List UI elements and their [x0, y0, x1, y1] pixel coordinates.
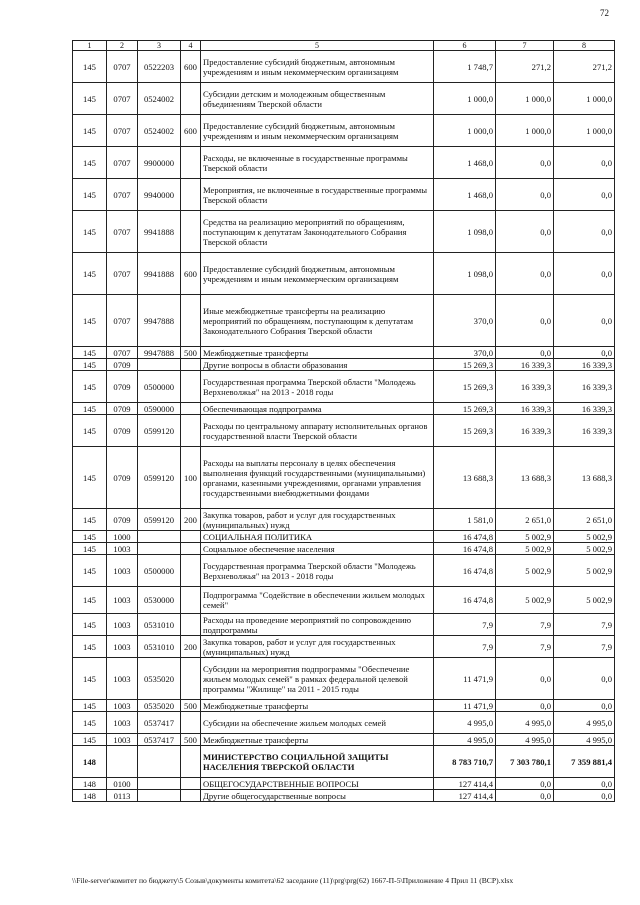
table-row [73, 790, 615, 802]
amount-2014-cell: 15 269,3 [434, 403, 496, 415]
amount-2014-cell: 15 269,3 [434, 371, 496, 403]
table-row [73, 211, 615, 253]
section-code-cell: 0709 [107, 359, 138, 371]
table-row [73, 179, 615, 211]
description-cell: Расходы по центральному аппарату исполнительных органов государственной власти Тверской области [201, 415, 434, 447]
amount-2015-cell: 0,0 [496, 253, 554, 295]
header-cell: 2 [107, 41, 138, 51]
description-cell: Государственная программа Тверской области "Молодежь Верхневолжья" на 2013 - 2018 годы [201, 555, 434, 587]
amount-2016-cell: 0,0 [554, 295, 615, 347]
expense-type-cell [181, 746, 201, 778]
amount-2015-cell: 0,0 [496, 790, 554, 802]
description-cell: Субсидии на мероприятия подпрограммы "Обеспечение жильем молодых семей" в рамках федеральной целевой программы "Жилище" на 2011 - 2015 годы [201, 658, 434, 700]
target-code-cell: 0537417 [138, 734, 181, 746]
description-cell: Обеспечивающая подпрограмма [201, 403, 434, 415]
table-row [73, 700, 615, 712]
admin-code-cell: 145 [73, 447, 107, 509]
amount-2014-cell: 16 474,8 [434, 587, 496, 614]
admin-code-cell: 145 [73, 115, 107, 147]
expense-type-cell [181, 658, 201, 700]
table-row [73, 447, 615, 509]
section-code-cell: 1003 [107, 700, 138, 712]
amount-2015-cell: 0,0 [496, 700, 554, 712]
admin-code-cell: 145 [73, 509, 107, 531]
description-cell: Предоставление субсидий бюджетным, автономным учреждениям и иным некоммерческим организациям [201, 115, 434, 147]
table-row [73, 712, 615, 734]
amount-2016-cell: 5 002,9 [554, 555, 615, 587]
target-code-cell [138, 778, 181, 790]
amount-2016-cell: 4 995,0 [554, 734, 615, 746]
description-cell: Предоставление субсидий бюджетным, автономным учреждениям и иным некоммерческим организациям [201, 51, 434, 83]
amount-2015-cell: 5 002,9 [496, 531, 554, 543]
amount-2014-cell: 16 474,8 [434, 543, 496, 555]
table-row [73, 746, 615, 778]
target-code-cell: 9940000 [138, 179, 181, 211]
target-code-cell [138, 543, 181, 555]
section-code-cell: 1003 [107, 543, 138, 555]
header-cell: 3 [138, 41, 181, 51]
amount-2014-cell: 15 269,3 [434, 415, 496, 447]
section-code-cell: 0707 [107, 211, 138, 253]
amount-2016-cell: 5 002,9 [554, 543, 615, 555]
amount-2014-cell: 7,9 [434, 636, 496, 658]
amount-2015-cell: 5 002,9 [496, 587, 554, 614]
target-code-cell: 0522203 [138, 51, 181, 83]
expense-type-cell [181, 83, 201, 115]
amount-2014-cell: 13 688,3 [434, 447, 496, 509]
expense-type-cell [181, 587, 201, 614]
amount-2016-cell: 0,0 [554, 253, 615, 295]
admin-code-cell: 148 [73, 746, 107, 778]
target-code-cell: 9947888 [138, 295, 181, 347]
amount-2015-cell: 1 000,0 [496, 83, 554, 115]
description-cell: Субсидии детским и молодежным общественным объединениям Тверской области [201, 83, 434, 115]
expense-type-cell [181, 211, 201, 253]
table-row [73, 509, 615, 531]
amount-2016-cell: 0,0 [554, 147, 615, 179]
table-row [73, 295, 615, 347]
admin-code-cell: 145 [73, 179, 107, 211]
description-cell: Межбюджетные трансферты [201, 347, 434, 359]
admin-code-cell: 145 [73, 403, 107, 415]
section-code-cell: 0707 [107, 51, 138, 83]
description-cell: Иные межбюджетные трансферты на реализацию мероприятий по обращениям, поступающим к депутатам Законодательного Собрания Тверской области [201, 295, 434, 347]
description-cell: МИНИСТЕРСТВО СОЦИАЛЬНОЙ ЗАЩИТЫ НАСЕЛЕНИЯ ТВЕРСКОЙ ОБЛАСТИ [201, 746, 434, 778]
expense-type-cell: 600 [181, 115, 201, 147]
amount-2014-cell: 370,0 [434, 347, 496, 359]
description-cell: Другие вопросы в области образования [201, 359, 434, 371]
amount-2014-cell: 1 748,7 [434, 51, 496, 83]
amount-2015-cell: 7,9 [496, 636, 554, 658]
section-code-cell: 0709 [107, 415, 138, 447]
amount-2014-cell: 370,0 [434, 295, 496, 347]
table-row [73, 371, 615, 403]
table-row [73, 734, 615, 746]
section-code-cell: 1003 [107, 614, 138, 636]
admin-code-cell: 145 [73, 211, 107, 253]
expense-type-cell: 500 [181, 734, 201, 746]
table-row [73, 614, 615, 636]
expense-type-cell [181, 555, 201, 587]
target-code-cell: 0590000 [138, 403, 181, 415]
amount-2015-cell: 1 000,0 [496, 115, 554, 147]
section-code-cell: 0707 [107, 347, 138, 359]
amount-2016-cell: 0,0 [554, 211, 615, 253]
amount-2014-cell: 1 098,0 [434, 253, 496, 295]
admin-code-cell: 145 [73, 83, 107, 115]
amount-2015-cell: 0,0 [496, 658, 554, 700]
amount-2015-cell: 7 303 780,1 [496, 746, 554, 778]
admin-code-cell: 145 [73, 415, 107, 447]
amount-2016-cell: 0,0 [554, 658, 615, 700]
target-code-cell: 9941888 [138, 253, 181, 295]
target-code-cell: 0599120 [138, 415, 181, 447]
amount-2016-cell: 4 995,0 [554, 712, 615, 734]
section-code-cell: 0709 [107, 509, 138, 531]
target-code-cell: 0500000 [138, 371, 181, 403]
amount-2015-cell: 16 339,3 [496, 359, 554, 371]
budget-table [72, 40, 615, 802]
amount-2015-cell: 0,0 [496, 211, 554, 253]
amount-2015-cell: 16 339,3 [496, 415, 554, 447]
header-cell: 1 [73, 41, 107, 51]
target-code-cell: 0530000 [138, 587, 181, 614]
table-row [73, 83, 615, 115]
description-cell: Закупка товаров, работ и услуг для государственных (муниципальных) нужд [201, 509, 434, 531]
amount-2014-cell: 15 269,3 [434, 359, 496, 371]
amount-2015-cell: 0,0 [496, 179, 554, 211]
amount-2015-cell: 271,2 [496, 51, 554, 83]
amount-2014-cell: 11 471,9 [434, 658, 496, 700]
amount-2015-cell: 16 339,3 [496, 371, 554, 403]
admin-code-cell: 145 [73, 543, 107, 555]
admin-code-cell: 148 [73, 790, 107, 802]
section-code-cell: 0707 [107, 253, 138, 295]
amount-2014-cell: 4 995,0 [434, 712, 496, 734]
table-row [73, 403, 615, 415]
expense-type-cell [181, 179, 201, 211]
expense-type-cell [181, 359, 201, 371]
expense-type-cell: 200 [181, 509, 201, 531]
amount-2014-cell: 127 414,4 [434, 778, 496, 790]
amount-2016-cell: 0,0 [554, 179, 615, 211]
description-cell: Расходы на проведение мероприятий по сопровождению подпрограммы [201, 614, 434, 636]
target-code-cell: 0537417 [138, 712, 181, 734]
admin-code-cell: 145 [73, 614, 107, 636]
amount-2015-cell: 5 002,9 [496, 543, 554, 555]
target-code-cell: 0531010 [138, 636, 181, 658]
section-code-cell: 0707 [107, 295, 138, 347]
admin-code-cell: 145 [73, 295, 107, 347]
section-code-cell: 1003 [107, 712, 138, 734]
expense-type-cell [181, 790, 201, 802]
admin-code-cell: 145 [73, 347, 107, 359]
amount-2016-cell: 5 002,9 [554, 531, 615, 543]
header-cell: 4 [181, 41, 201, 51]
section-code-cell: 0709 [107, 371, 138, 403]
page-number: 72 [600, 8, 609, 18]
expense-type-cell [181, 147, 201, 179]
description-cell: Мероприятия, не включенные в государственные программы Тверской области [201, 179, 434, 211]
section-code-cell: 1003 [107, 587, 138, 614]
section-code-cell: 0113 [107, 790, 138, 802]
table-row [73, 778, 615, 790]
table-row [73, 347, 615, 359]
amount-2015-cell: 0,0 [496, 295, 554, 347]
amount-2016-cell: 7,9 [554, 614, 615, 636]
amount-2014-cell: 7,9 [434, 614, 496, 636]
amount-2015-cell: 0,0 [496, 147, 554, 179]
admin-code-cell: 145 [73, 734, 107, 746]
amount-2016-cell: 0,0 [554, 700, 615, 712]
amount-2014-cell: 1 000,0 [434, 83, 496, 115]
amount-2016-cell: 271,2 [554, 51, 615, 83]
description-cell: Другие общегосударственные вопросы [201, 790, 434, 802]
target-code-cell: 9947888 [138, 347, 181, 359]
section-code-cell: 1000 [107, 531, 138, 543]
expense-type-cell [181, 403, 201, 415]
amount-2015-cell: 13 688,3 [496, 447, 554, 509]
amount-2014-cell: 1 468,0 [434, 147, 496, 179]
file-path-footer: \\File-server\комитет по бюджету\5 Созыв\документы комитета\62 заседание (11)\prg\prg(62) 1667-П-5\Приложение 4 Прил 11 (ВСР).xlsx [72, 876, 514, 885]
table-row [73, 253, 615, 295]
amount-2014-cell: 8 783 710,7 [434, 746, 496, 778]
table-row [73, 115, 615, 147]
table-row [73, 555, 615, 587]
table-row [73, 636, 615, 658]
target-code-cell [138, 531, 181, 543]
amount-2016-cell: 2 651,0 [554, 509, 615, 531]
amount-2016-cell: 0,0 [554, 347, 615, 359]
table-row [73, 587, 615, 614]
admin-code-cell: 145 [73, 359, 107, 371]
amount-2014-cell: 1 098,0 [434, 211, 496, 253]
description-cell: Расходы, не включенные в государственные программы Тверской области [201, 147, 434, 179]
table-row [73, 51, 615, 83]
table-row [73, 658, 615, 700]
expense-type-cell: 600 [181, 51, 201, 83]
amount-2016-cell: 16 339,3 [554, 415, 615, 447]
description-cell: Средства на реализацию мероприятий по обращениям, поступающим к депутатам Законодательного Собрания Тверской области [201, 211, 434, 253]
target-code-cell: 0599120 [138, 447, 181, 509]
section-code-cell: 0709 [107, 403, 138, 415]
amount-2015-cell: 4 995,0 [496, 734, 554, 746]
expense-type-cell [181, 371, 201, 403]
expense-type-cell [181, 778, 201, 790]
expense-type-cell [181, 543, 201, 555]
amount-2016-cell: 16 339,3 [554, 371, 615, 403]
target-code-cell: 0535020 [138, 658, 181, 700]
amount-2016-cell: 7 359 881,4 [554, 746, 615, 778]
table-row [73, 531, 615, 543]
amount-2014-cell: 1 581,0 [434, 509, 496, 531]
description-cell: Социальное обеспечение населения [201, 543, 434, 555]
table-row [73, 543, 615, 555]
amount-2014-cell: 1 000,0 [434, 115, 496, 147]
table-header-row [73, 41, 615, 51]
admin-code-cell: 145 [73, 712, 107, 734]
section-code-cell: 1003 [107, 555, 138, 587]
description-cell: Государственная программа Тверской области "Молодежь Верхневолжья" на 2013 - 2018 годы [201, 371, 434, 403]
section-code-cell: 0709 [107, 447, 138, 509]
amount-2016-cell: 16 339,3 [554, 403, 615, 415]
table-row [73, 415, 615, 447]
expense-type-cell: 500 [181, 347, 201, 359]
section-code-cell [107, 746, 138, 778]
description-cell: Субсидии на обеспечение жильем молодых семей [201, 712, 434, 734]
amount-2016-cell: 1 000,0 [554, 115, 615, 147]
admin-code-cell: 145 [73, 658, 107, 700]
amount-2014-cell: 11 471,9 [434, 700, 496, 712]
expense-type-cell [181, 614, 201, 636]
admin-code-cell: 145 [73, 531, 107, 543]
amount-2016-cell: 7,9 [554, 636, 615, 658]
admin-code-cell: 145 [73, 51, 107, 83]
expense-type-cell [181, 712, 201, 734]
amount-2016-cell: 5 002,9 [554, 587, 615, 614]
expense-type-cell: 600 [181, 253, 201, 295]
amount-2014-cell: 4 995,0 [434, 734, 496, 746]
section-code-cell: 0707 [107, 115, 138, 147]
target-code-cell: 0599120 [138, 509, 181, 531]
description-cell: СОЦИАЛЬНАЯ ПОЛИТИКА [201, 531, 434, 543]
target-code-cell: 0524002 [138, 115, 181, 147]
amount-2015-cell: 4 995,0 [496, 712, 554, 734]
amount-2015-cell: 7,9 [496, 614, 554, 636]
admin-code-cell: 145 [73, 587, 107, 614]
header-cell: 7 [496, 41, 554, 51]
section-code-cell: 0707 [107, 179, 138, 211]
header-cell: 6 [434, 41, 496, 51]
description-cell: Расходы на выплаты персоналу в целях обеспечения выполнения функций государственными (муниципальными) органами, казенными учреждениями, органами управления государственными внебюджетными фондами [201, 447, 434, 509]
target-code-cell: 0531010 [138, 614, 181, 636]
table-row [73, 359, 615, 371]
expense-type-cell [181, 531, 201, 543]
section-code-cell: 1003 [107, 658, 138, 700]
description-cell: Межбюджетные трансферты [201, 734, 434, 746]
header-cell: 5 [201, 41, 434, 51]
target-code-cell: 0524002 [138, 83, 181, 115]
expense-type-cell: 100 [181, 447, 201, 509]
target-code-cell [138, 790, 181, 802]
amount-2014-cell: 127 414,4 [434, 790, 496, 802]
section-code-cell: 0707 [107, 147, 138, 179]
admin-code-cell: 145 [73, 700, 107, 712]
amount-2014-cell: 16 474,8 [434, 555, 496, 587]
amount-2014-cell: 1 468,0 [434, 179, 496, 211]
amount-2016-cell: 16 339,3 [554, 359, 615, 371]
amount-2014-cell: 16 474,8 [434, 531, 496, 543]
description-cell: Подпрограмма "Содействие в обеспечении жильем молодых семей" [201, 587, 434, 614]
admin-code-cell: 148 [73, 778, 107, 790]
section-code-cell: 1003 [107, 734, 138, 746]
description-cell: Межбюджетные трансферты [201, 700, 434, 712]
admin-code-cell: 145 [73, 636, 107, 658]
admin-code-cell: 145 [73, 371, 107, 403]
admin-code-cell: 145 [73, 253, 107, 295]
target-code-cell: 0535020 [138, 700, 181, 712]
amount-2015-cell: 5 002,9 [496, 555, 554, 587]
description-cell: Предоставление субсидий бюджетным, автономным учреждениям и иным некоммерческим организациям [201, 253, 434, 295]
amount-2015-cell: 0,0 [496, 347, 554, 359]
target-code-cell [138, 746, 181, 778]
section-code-cell: 1003 [107, 636, 138, 658]
description-cell: Закупка товаров, работ и услуг для государственных (муниципальных) нужд [201, 636, 434, 658]
expense-type-cell: 500 [181, 700, 201, 712]
amount-2016-cell: 0,0 [554, 778, 615, 790]
target-code-cell: 0500000 [138, 555, 181, 587]
target-code-cell: 9900000 [138, 147, 181, 179]
target-code-cell: 9941888 [138, 211, 181, 253]
section-code-cell: 0707 [107, 83, 138, 115]
admin-code-cell: 145 [73, 555, 107, 587]
description-cell: ОБЩЕГОСУДАРСТВЕННЫЕ ВОПРОСЫ [201, 778, 434, 790]
expense-type-cell: 200 [181, 636, 201, 658]
target-code-cell [138, 359, 181, 371]
section-code-cell: 0100 [107, 778, 138, 790]
amount-2015-cell: 0,0 [496, 778, 554, 790]
admin-code-cell: 145 [73, 147, 107, 179]
table-row [73, 147, 615, 179]
expense-type-cell [181, 295, 201, 347]
amount-2015-cell: 16 339,3 [496, 403, 554, 415]
amount-2015-cell: 2 651,0 [496, 509, 554, 531]
expense-type-cell [181, 415, 201, 447]
amount-2016-cell: 1 000,0 [554, 83, 615, 115]
header-cell: 8 [554, 41, 615, 51]
amount-2016-cell: 0,0 [554, 790, 615, 802]
amount-2016-cell: 13 688,3 [554, 447, 615, 509]
